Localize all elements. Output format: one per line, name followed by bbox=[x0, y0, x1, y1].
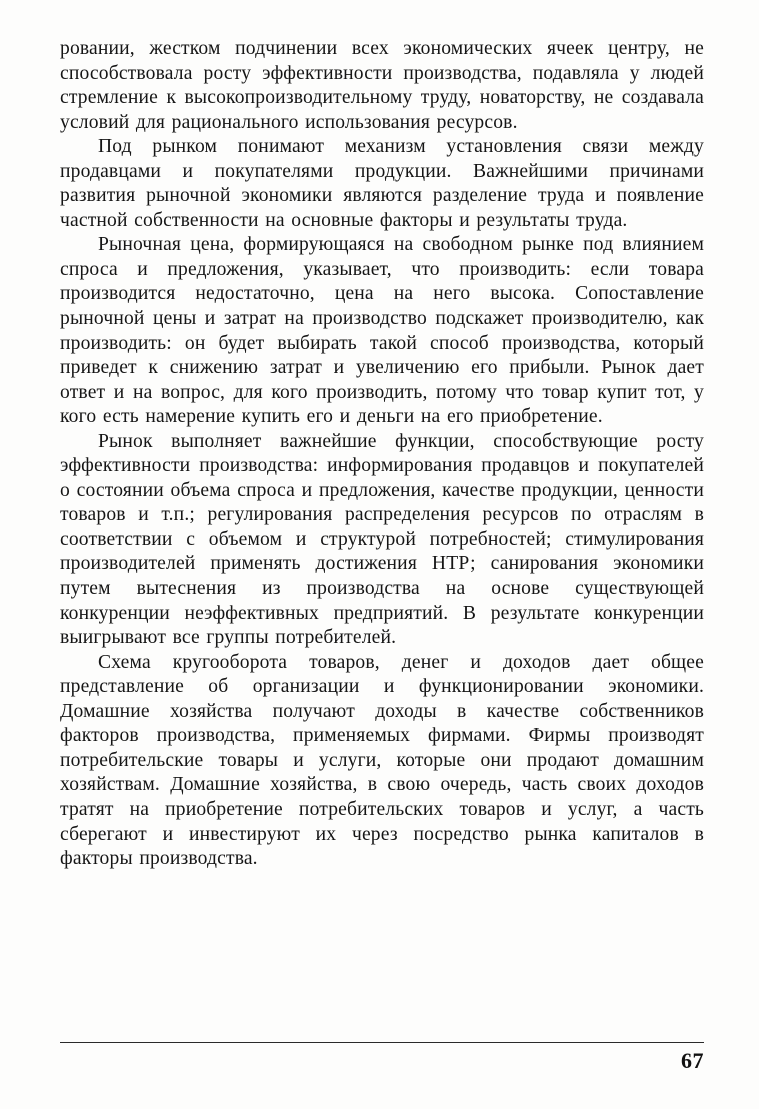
paragraph: Схема кругооборота товаров, денег и доходов дает общее представление об организации и функционировании экономики. Домашние хозяйства получают доходы в качестве собственников факторов производства, применяемых фирмами. Фирмы производят потребительские товары и услуги, которые они продают домашним хозяйствам. Домашние хозяйства, в свою очередь, часть своих доходов тратят на приобретение потребительских товаров и услуг, а часть сберегают и инвестируют их через посредство рынка капиталов в факторы производства. bbox=[60, 651, 704, 870]
page-footer bbox=[60, 1042, 704, 1074]
page-number: 67 bbox=[681, 1048, 704, 1073]
paragraph: Под рынком понимают механизм установления связи между продавцами и покупателями продукции. Важнейшими причинами развития рыночной экономики являются разделение труда и появление частной собственности на основные факторы и результаты труда. bbox=[60, 136, 704, 231]
footer-rule bbox=[60, 1042, 704, 1043]
paragraph-continuation: ровании, жестком подчинении всех экономических ячеек центру, не способствовала росту эффективности производства, подавляла у людей стремление к высокопроизводительному труду, новаторству, не создавала условий для рационального использования ресурсов. bbox=[60, 38, 704, 133]
body-text bbox=[60, 37, 704, 872]
paragraph: Рыночная цена, формирующаяся на свободном рынке под влиянием спроса и предложения, указывает, что производить: если товара производится недостаточно, цена на него высока. Сопоставление рыночной цены и затрат на производство подскажет производителю, как производить: он будет выбирать такой способ производства, который приведет к снижению затрат и увеличению его прибыли. Рынок дает ответ и на вопрос, для кого производить, потому что товар купит тот, у кого есть намерение купить его и деньги на его приобретение. bbox=[60, 234, 704, 428]
paragraph: Рынок выполняет важнейшие функции, способствующие росту эффективности производства: информирования продавцов и покупателей о состоянии объема спроса и предложения, качестве продукции, ценности товаров и т.п.; регулирования распределения ресурсов по отраслям в соответствии с объемом и структурой потребностей; стимулирования производителей применять достижения НТР; санирования экономики путем вытеснения из производства на основе существующей конкуренции неэффективных предприятий. В результате конкуренции выигрывают все группы потребителей. bbox=[60, 430, 704, 649]
